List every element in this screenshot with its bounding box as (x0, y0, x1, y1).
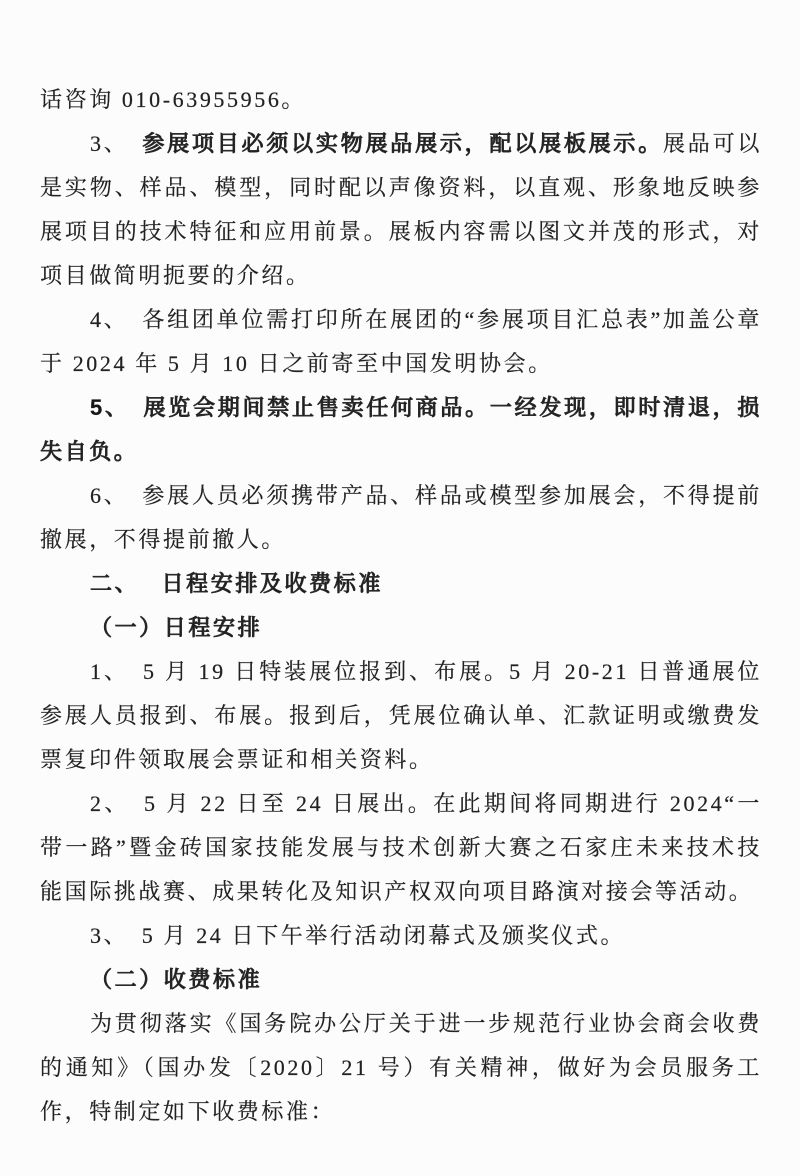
sub-heading-fee-standard (40, 958, 762, 1002)
sub-heading-schedule (40, 606, 762, 650)
paragraph-phone-contact (40, 78, 762, 122)
text-run: 展品可以是实物、样品、模型，同时配以声像资料，以直观、形象地反映参展项目的技术特征和应用前景。展板内容需以图文并茂的形式，对项目做简明扼要的介绍。 (40, 131, 762, 288)
text-run: 话咨询 010-63955956。 (40, 87, 307, 112)
list-item-5-no-selling (40, 386, 762, 474)
text-run: 为贯彻落实《国务院办公厅关于进一步规范行业协会商会收费的通知》（国办发〔2020〕21 号）有关精神，做好为会员服务工作，特制定如下收费标准： (40, 1011, 762, 1124)
text-run: 1、 5 月 19 日特装展位报到、布展。5 月 20-21 日普通展位参展人员报到、布展。报到后，凭展位确认单、汇款证明或缴费发票复印件领取展会票证和相关资料。 (40, 659, 762, 772)
schedule-item-1-checkin (40, 650, 762, 782)
section-heading-schedule-and-fees (40, 562, 762, 606)
schedule-item-3-closing-ceremony (40, 914, 762, 958)
text-run-bold: 5、 展览会期间禁止售卖任何商品。一经发现，即时清退，损失自负。 (40, 395, 762, 464)
schedule-item-2-exhibition-dates (40, 782, 762, 914)
text-run-bold: 参展项目必须以实物展品展示，配以展板展示。 (142, 131, 663, 156)
heading-text: （二）收费标准 (90, 967, 263, 992)
text-run: 4、 各组团单位需打印所在展团的“参展项目汇总表”加盖公章于 2024 年 5 月 10 日之前寄至中国发明协会。 (40, 307, 762, 376)
text-run: 3、 5 月 24 日下午举行活动闭幕式及颁奖仪式。 (90, 923, 626, 948)
list-number: 3、 (90, 131, 143, 156)
list-item-3-exhibit-requirements (40, 122, 762, 298)
text-run: 2、 5 月 22 日至 24 日展出。在此期间将同期进行 2024“一带一路”暨金砖国家技能发展与技术创新大赛之石家庄未来技术技能国际挑战赛、成果转化及知识产权双向项目路演对接会等活动。 (40, 791, 762, 904)
heading-text: 二、 日程安排及收费标准 (90, 571, 383, 596)
list-item-4-summary-table (40, 298, 762, 386)
text-run: 6、 参展人员必须携带产品、样品或模型参加展会，不得提前撤展，不得提前撤人。 (40, 483, 762, 552)
heading-text: （一）日程安排 (90, 615, 263, 640)
paragraph-fee-policy-intro (40, 1002, 762, 1134)
list-item-6-bring-products (40, 474, 762, 562)
